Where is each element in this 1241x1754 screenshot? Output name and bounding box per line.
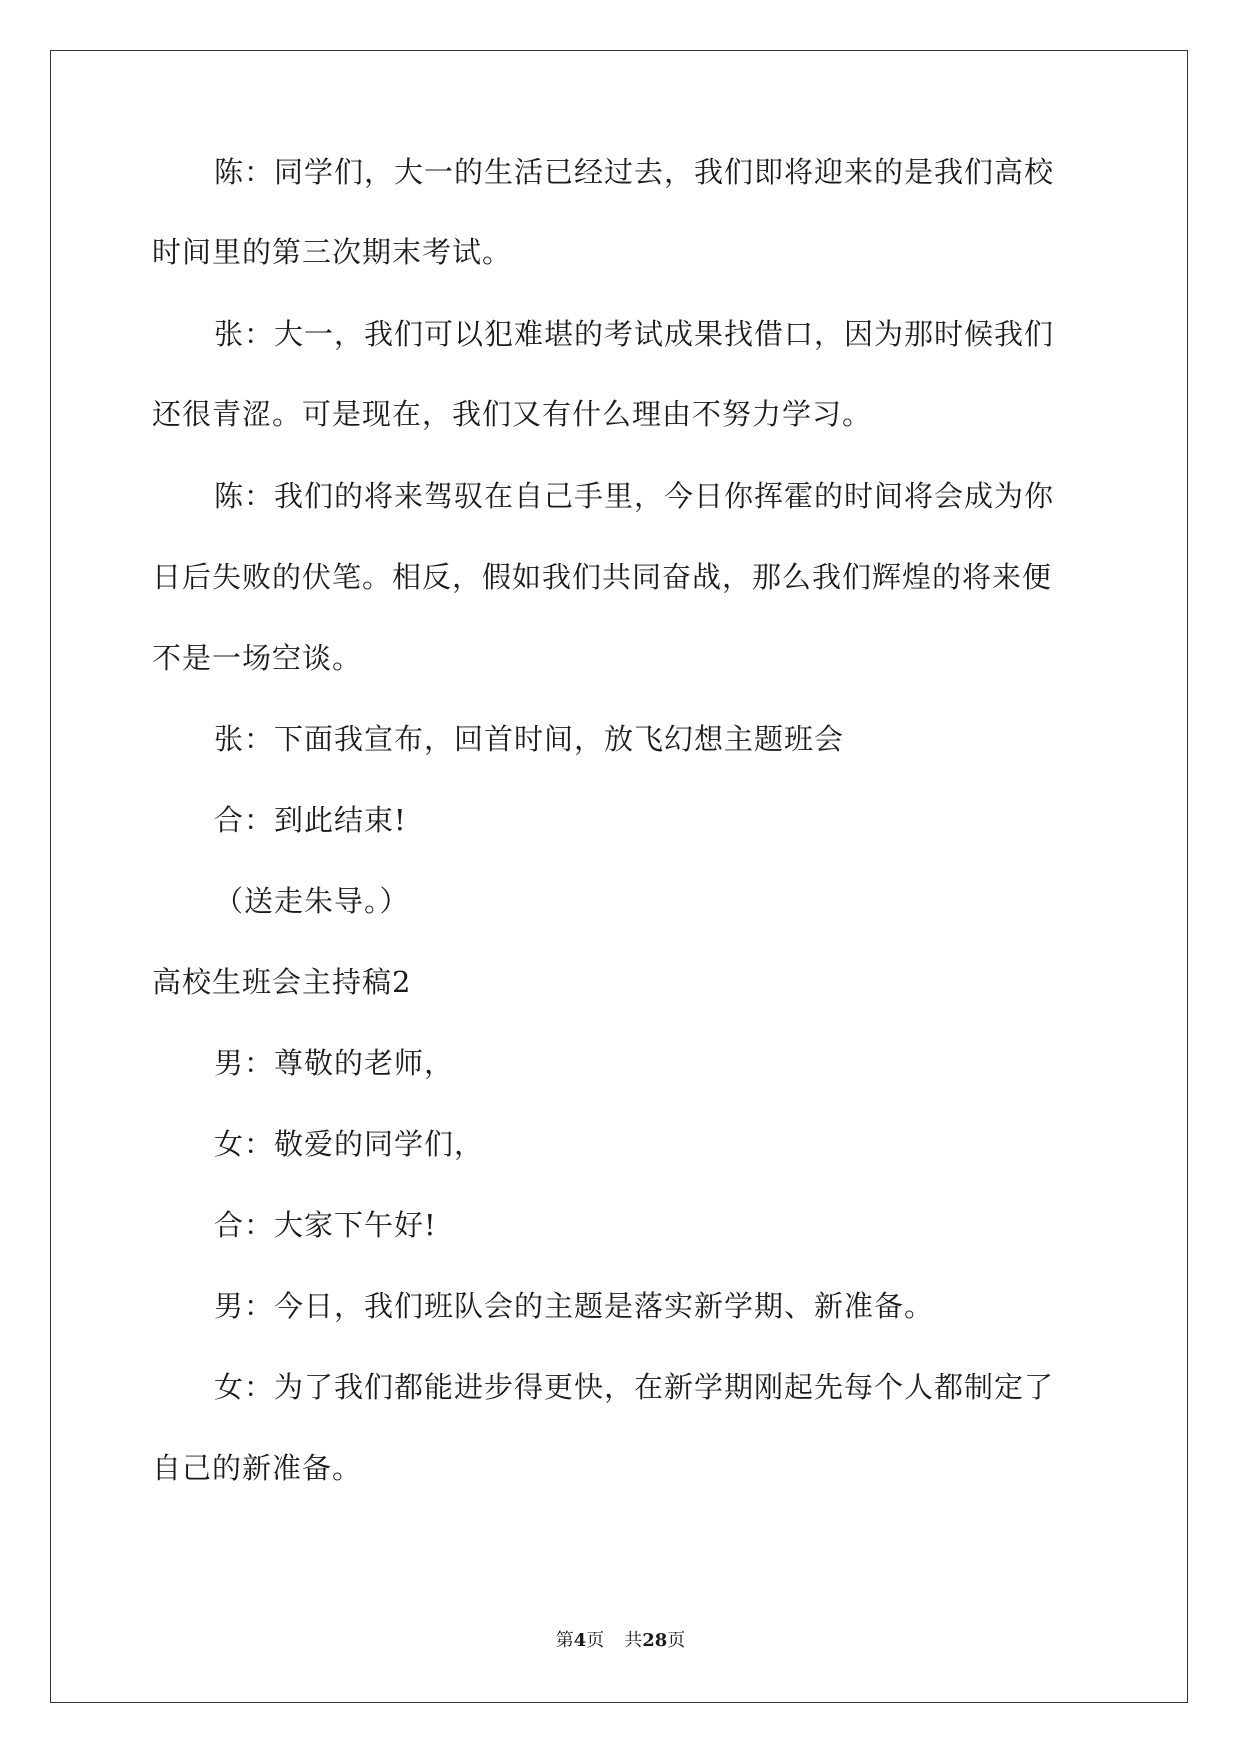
paragraph-line: 时间里的第三次期末考试。 — [152, 235, 513, 269]
paragraph-line: 男：尊敬的老师， — [214, 1046, 455, 1080]
paragraph-line: 女：敬爱的同学们， — [214, 1127, 485, 1161]
paragraph-line: 日后失败的伏笔。相反，假如我们共同奋战，那么我们辉煌的将来便 — [152, 560, 1053, 594]
paragraph-line: 张：下面我宣布，回首时间，放飞幻想主题班会 — [214, 722, 845, 756]
paragraph-line: 不是一场空谈。 — [152, 641, 363, 675]
page-prefix: 第 — [555, 1630, 574, 1651]
paragraph-line: （送走朱导。） — [214, 884, 410, 918]
paragraph-line: 陈：我们的将来驾驭在自己手里，今日你挥霍的时间将会成为你 — [214, 479, 1055, 513]
page-number: 4 — [573, 1630, 587, 1651]
paragraph-line: 自己的新准备。 — [152, 1451, 363, 1485]
paragraph-line: 男：今日，我们班队会的主题是落实新学期、新准备。 — [214, 1289, 935, 1323]
paragraph-line: 陈：同学们，大一的生活已经过去，我们即将迎来的是我们高校 — [214, 155, 1055, 189]
total-pages: 28 — [642, 1630, 668, 1651]
page-footer — [0, 1626, 1241, 1652]
paragraph-line: 张：大一，我们可以犯难堪的考试成果找借口，因为那时候我们 — [214, 317, 1055, 351]
page-suffix: 页 — [586, 1630, 605, 1651]
paragraph-line: 合：到此结束! — [214, 803, 407, 837]
paragraph-line: 还很青涩。可是现在，我们又有什么理由不努力学习。 — [152, 397, 873, 431]
paragraph-line: 合：大家下午好! — [214, 1208, 437, 1242]
paragraph-line: 女：为了我们都能进步得更快，在新学期刚起先每个人都制定了 — [214, 1370, 1055, 1404]
section-heading: 高校生班会主持稿2 — [152, 965, 412, 999]
total-prefix: 共 — [624, 1630, 643, 1651]
total-suffix: 页 — [667, 1630, 686, 1651]
